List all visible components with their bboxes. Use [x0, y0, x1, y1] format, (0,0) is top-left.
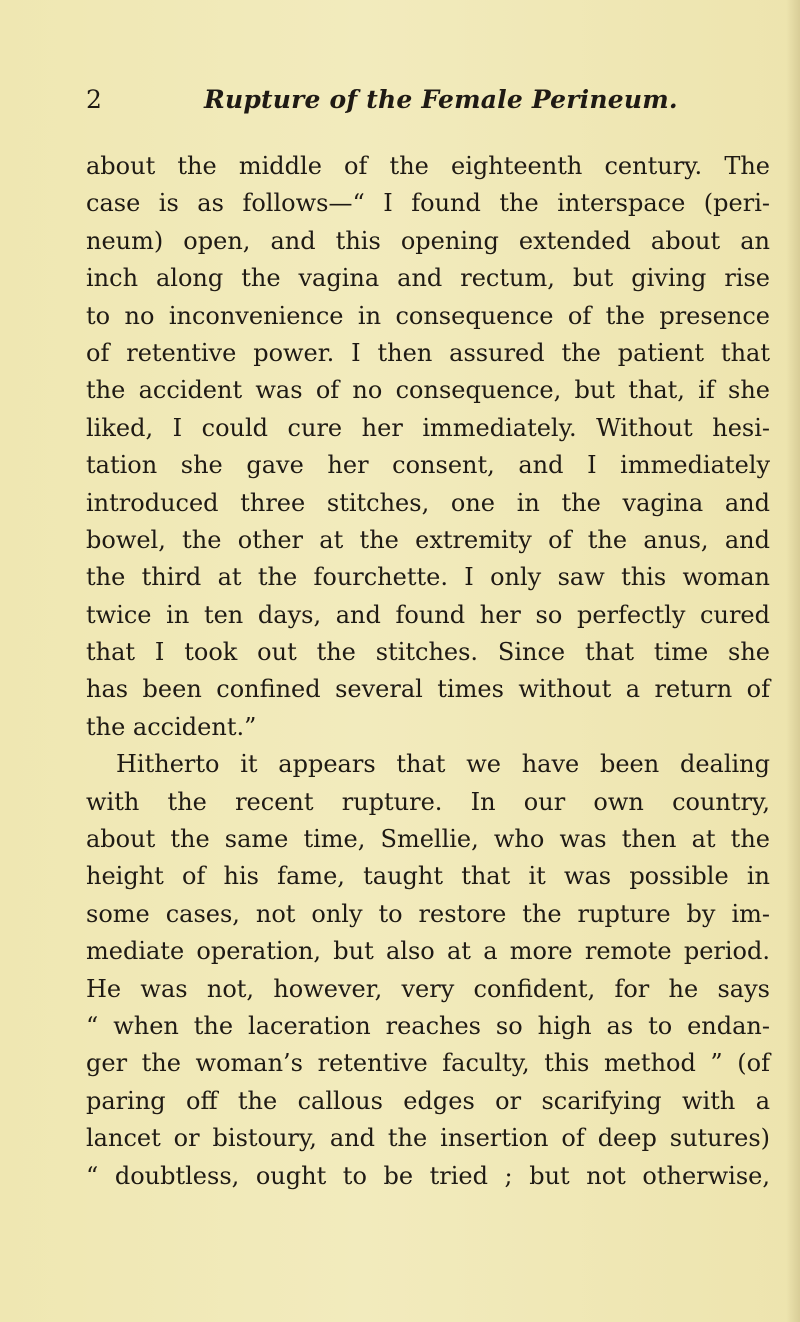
text-line: ger the woman’s retentive faculty, this method ” (of: [86, 1049, 770, 1078]
text-line: mediate operation, but also at a more remote period.: [86, 937, 770, 966]
page-number: 2: [86, 85, 102, 114]
text-line: that I took out the stitches. Since that time she: [86, 638, 770, 667]
text-line: has been confined several times without a return of: [86, 675, 770, 704]
text-line: lancet or bistoury, and the insertion of deep sutures): [86, 1124, 770, 1153]
text-line: about the same time, Smellie, who was then at the: [86, 825, 770, 854]
text-line: twice in ten days, and found her so perfectly cured: [86, 600, 770, 629]
text-line: inch along the vagina and rectum, but giving rise: [86, 264, 770, 293]
text-line: to no inconvenience in consequence of the presence: [86, 301, 770, 330]
text-line: tation she gave her consent, and I immediately: [86, 451, 770, 480]
text-line: the accident.”: [86, 712, 257, 741]
text-line: with the recent rupture. In our own country,: [86, 787, 770, 816]
running-head: Rupture of the Female Perineum.: [204, 85, 678, 114]
text-line: “ when the laceration reaches so high as to endan-: [86, 1011, 770, 1040]
text-line: about the middle of the eighteenth century. The: [86, 152, 770, 180]
text-line: the third at the fourchette. I only saw this woman: [86, 563, 770, 592]
text-line: height of his fame, taught that it was possible in: [86, 862, 770, 891]
page-edge-shadow: [786, 0, 800, 1322]
text-line: the accident was of no consequence, but that, if she: [86, 376, 770, 405]
body-text: [86, 148, 770, 1195]
text-line: case is as follows—“ I found the interspace (peri-: [86, 189, 770, 218]
text-line: introduced three stitches, one in the vagina and: [86, 488, 770, 517]
paragraph-start-line: Hitherto it appears that we have been dealing: [116, 750, 770, 779]
text-line: of retentive power. I then assured the patient that: [86, 338, 770, 367]
text-line: liked, I could cure her immediately. Without hesi-: [86, 413, 770, 442]
page-header: [86, 80, 766, 124]
text-line: paring off the callous edges or scarifying with a: [86, 1086, 770, 1115]
text-line: “ doubtless, ought to be tried ; but not otherwise,: [86, 1161, 770, 1190]
text-line: neum) open, and this opening extended about an: [86, 226, 770, 255]
text-line: some cases, not only to restore the rupture by im-: [86, 899, 770, 928]
text-line: bowel, the other at the extremity of the anus, and: [86, 525, 770, 554]
text-line: He was not, however, very confident, for he says: [86, 974, 770, 1003]
